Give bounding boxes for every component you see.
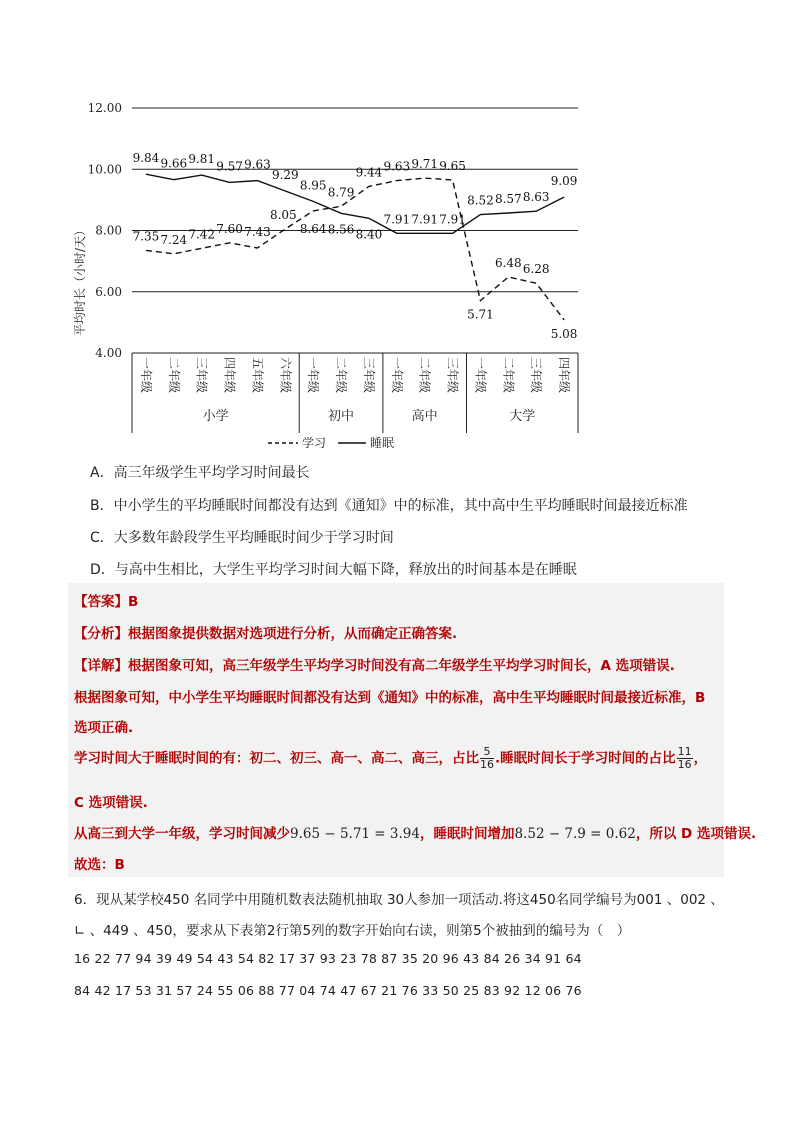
fraction-1-numerator: 5 [480, 746, 494, 759]
x-category-label: 二年级 [417, 357, 432, 394]
fraction-2-numerator: 11 [677, 745, 692, 758]
detail-6-text-a: 从高三到大学一年级，学习时间减少 [74, 826, 290, 842]
data-label-study: 6.28 [522, 262, 550, 277]
x-category-label: 三年级 [445, 357, 460, 394]
data-label-sleep: 7.91 [439, 212, 466, 227]
x-category-label: 一年级 [138, 357, 153, 394]
data-label-sleep: 8.52 [467, 193, 494, 208]
data-label-study: 8.64 [299, 221, 327, 236]
x-category-label: 六年级 [278, 357, 293, 394]
detail-line-2: 根据图象可知，中小学生平均睡眠时间都没有达到《通知》中的标准，高中生平均睡眠时间最接近标准，B [74, 690, 706, 706]
detail-line-3: 选项正确. [74, 720, 134, 736]
fraction-2-denominator: 16 [677, 758, 692, 771]
option-a[interactable]: A．高三年级学生平均学习时间最长 [90, 465, 310, 481]
x-axis-categories [139, 357, 572, 393]
data-label-sleep: 8.56 [327, 222, 355, 237]
group-label: 大学 [509, 409, 536, 424]
random-table-row-1: 16 22 77 94 39 49 54 43 54 82 17 37 93 23 78 87 35 20 96 43 84 26 34 91 64 [74, 951, 582, 966]
detail-line-6 [74, 822, 756, 842]
fraction-11-16 [677, 746, 693, 771]
data-label-study: 9.65 [439, 158, 466, 173]
data-label-sleep: 9.63 [244, 157, 271, 172]
detail-6-text-c: ，所以 D 选项错误. [635, 826, 757, 842]
data-label-study: 9.71 [411, 157, 439, 172]
group-label: 初中 [328, 409, 355, 424]
data-label-sleep: 8.57 [494, 192, 522, 207]
choose-line: 故选：B [74, 857, 125, 873]
y-tick-label: 8.00 [95, 223, 122, 238]
data-label-study: 8.05 [269, 207, 297, 222]
x-category-label: 三年级 [361, 357, 376, 394]
data-label-sleep: 8.40 [355, 227, 383, 242]
data-label-study: 5.08 [550, 326, 578, 341]
y-tick-label: 12.00 [87, 101, 122, 115]
data-label-sleep: 9.57 [216, 159, 243, 174]
y-axis-ticks [88, 101, 122, 360]
fraction-5-16 [480, 746, 494, 771]
data-label-study: 7.43 [244, 224, 271, 239]
math-expression-1: 9.65 − 5.71 = 3.94 [290, 826, 420, 842]
fraction-1-denominator: 16 [480, 758, 494, 771]
option-d[interactable]: D．与高中生相比，大学生平均学习时间大幅下降，释放出的时间基本是在睡眠 [90, 562, 577, 578]
data-label-sleep: 8.95 [299, 178, 327, 193]
x-category-label: 四年级 [557, 357, 572, 394]
legend-study-label: 学习 [302, 436, 327, 450]
data-label-sleep: 9.81 [188, 152, 216, 167]
data-label-study: 9.63 [383, 159, 411, 174]
detail-4-text-c: ， [693, 750, 708, 767]
analysis-line: 【分析】根据图象提供数据对选项进行分析，从而确定正确答案. [74, 626, 458, 642]
x-category-label: 一年级 [389, 357, 404, 394]
detail-6-text-b: ，睡眠时间增加 [419, 826, 515, 842]
detail-4-text-a: 学习时间大于睡眠时间的有：初二、初三、高一、高二、高三，占比 [74, 750, 479, 767]
data-label-study: 9.44 [355, 165, 383, 180]
data-label-sleep: 9.84 [132, 151, 160, 166]
x-category-label: 五年级 [250, 357, 265, 394]
data-label-study: 8.79 [327, 185, 355, 200]
question-6-line-2: ∟ 、449 、450，要求从下表第2行第5列的数字开始向右读，则第5个被抽到的编号为（ ） [74, 923, 631, 939]
data-label-sleep: 7.91 [411, 212, 439, 227]
question-6-line-1: 6．现从某学校450 名同学中用随机数表法随机抽取 30人参加一项活动.将这450名同学编号为001 、002 、 [74, 892, 724, 908]
chart-legend [268, 436, 394, 450]
line-chart [70, 96, 590, 456]
math-expression-2: 8.52 − 7.9 = 0.62 [514, 826, 636, 842]
data-label-sleep: 9.29 [271, 167, 299, 182]
x-category-label: 二年级 [166, 357, 181, 394]
data-label-study: 7.35 [132, 229, 160, 244]
group-label: 小学 [202, 409, 229, 424]
data-label-study: 7.24 [160, 232, 188, 247]
group-label: 高中 [411, 409, 438, 424]
answer-line: 【答案】B [74, 594, 139, 610]
x-category-label: 三年级 [194, 357, 209, 394]
data-label-sleep: 9.09 [550, 174, 578, 189]
option-b[interactable]: B．中小学生的平均睡眠时间都没有达到《通知》中的标准，其中高中生平均睡眠时间最接近标准 [90, 498, 688, 514]
detail-line-5: C 选项错误. [74, 795, 148, 811]
y-tick-label: 10.00 [87, 162, 122, 177]
data-label-study: 6.48 [494, 256, 522, 271]
data-label-study: 5.71 [467, 307, 494, 322]
data-label-study: 7.60 [216, 221, 243, 236]
detail-line-4 [74, 746, 707, 771]
x-category-label: 一年级 [306, 357, 321, 394]
y-tick-label: 4.00 [95, 346, 122, 360]
x-category-label: 二年级 [334, 357, 349, 394]
detail-line-1: 【详解】根据图象可知，高三年级学生平均学习时间没有高二年级学生平均学习时间长，A 选项错误. [74, 658, 675, 674]
x-category-label: 四年级 [222, 357, 237, 394]
detail-4-text-b: .睡眠时间长于学习时间的占比 [495, 750, 676, 767]
x-category-label: 三年级 [529, 357, 544, 394]
data-label-study: 7.42 [188, 227, 216, 242]
data-labels [133, 151, 578, 341]
random-table-row-2: 84 42 17 53 31 57 24 55 06 88 77 04 74 47 67 21 76 33 50 25 83 92 12 06 76 [74, 983, 582, 998]
y-tick-label: 6.00 [95, 284, 122, 299]
option-c[interactable]: C．大多数年龄段学生平均睡眠时间少于学习时间 [90, 530, 394, 546]
data-label-sleep: 8.63 [522, 190, 550, 205]
legend-sleep-label: 睡眠 [370, 436, 395, 450]
x-category-label: 二年级 [501, 357, 516, 394]
data-label-sleep: 9.66 [160, 156, 188, 171]
x-category-label: 一年级 [473, 357, 488, 394]
y-axis-label: 平均时长（小时/天） [73, 223, 87, 337]
data-label-sleep: 7.91 [383, 212, 411, 227]
